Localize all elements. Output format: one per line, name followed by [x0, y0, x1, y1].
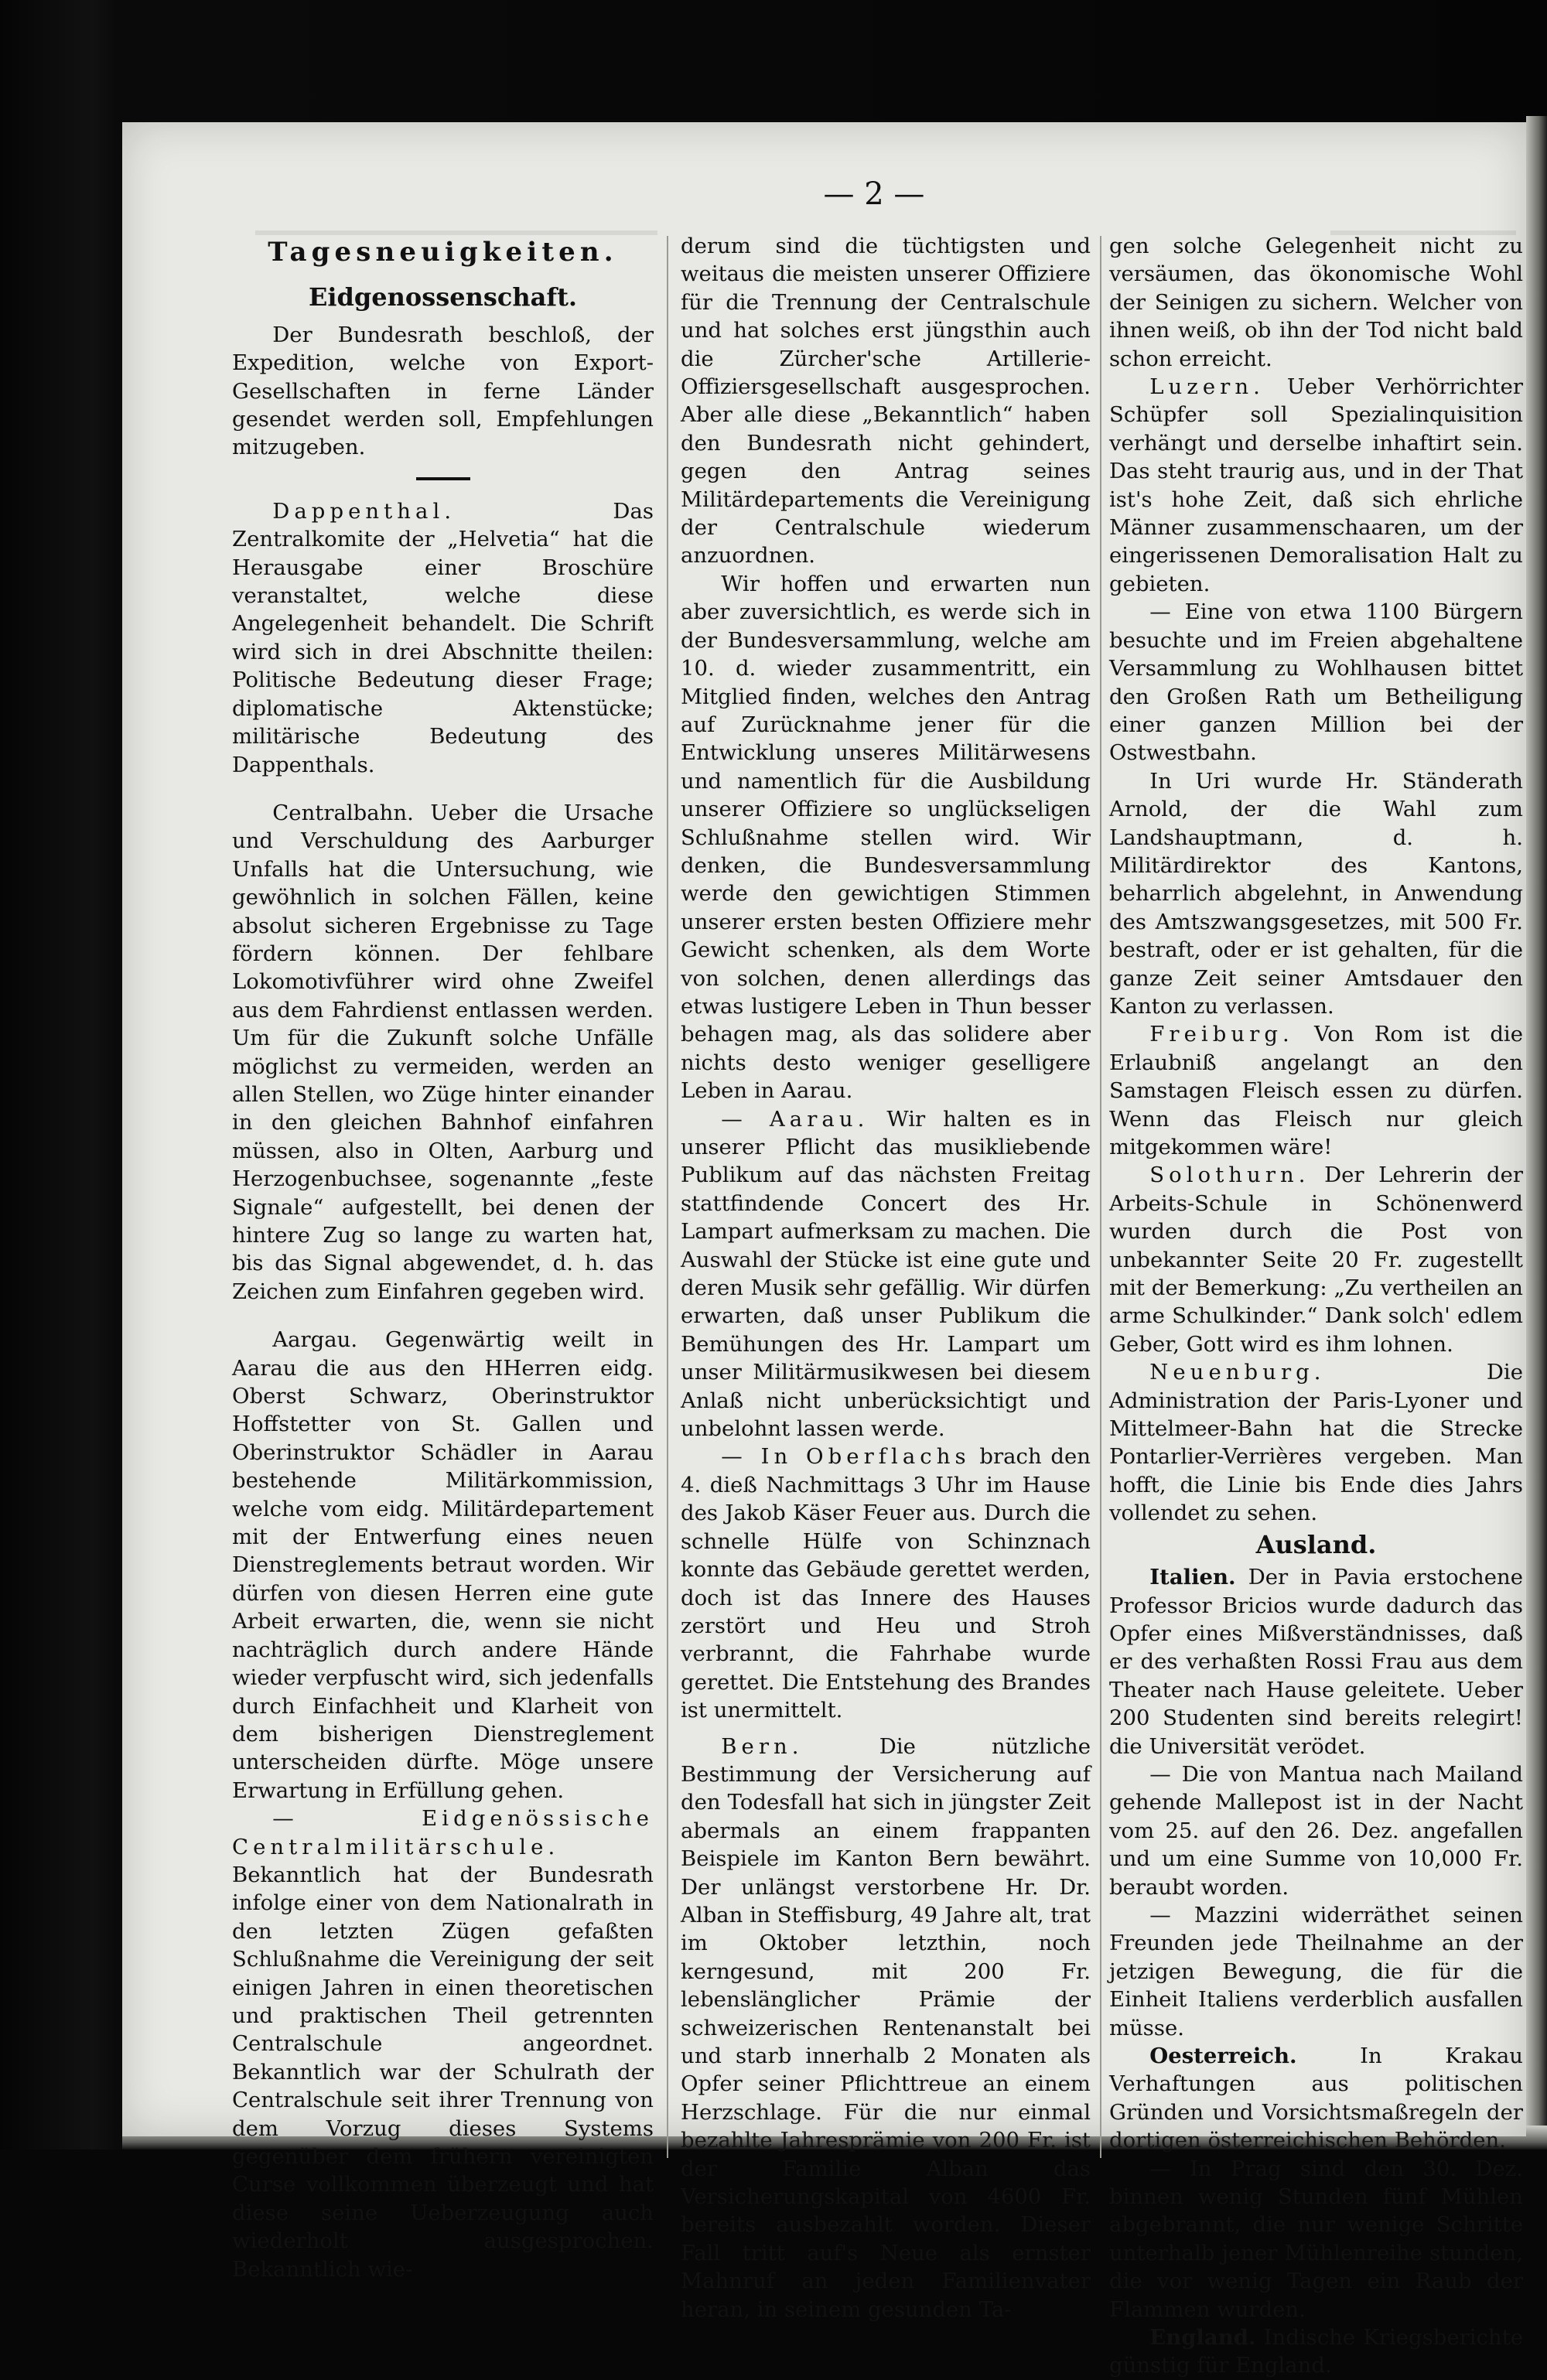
article-text: — Die von Mantua nach Mailand gehende Mallepost ist in der Nacht vom 25. auf den 26. Dez. angefallen und um eine Summe von 10,000 Fr. beraubt worden. [1109, 1761, 1523, 1900]
article-oesterreich [1109, 2042, 1523, 2155]
article-text: brach den 4. dieß Nachmittags 3 Uhr im Hause des Jakob Käser Feuer aus. Durch die schnelle Hülfe von Schinznach konnte das Gebäude gerettet werden, doch ist das Innere des Hauses zerstört und Heu und Stroh verbrannt, die Fahrhabe wurde gerettet. Die Entstehung des Brandes ist unermittelt. [681, 1444, 1091, 1723]
article-lead: Oesterreich. [1149, 2044, 1297, 2068]
article-prag [1109, 2155, 1523, 2324]
article-text: gen solche Gelegenheit nicht zu versäumen, das ökonomische Wohl der Seinigen zu sichern. Welcher von ihnen weiß, ob ihn der Tod nicht bald schon erreicht. [1109, 234, 1523, 371]
article-text: Der in Pavia erstochene Professor Bricios wurde dadurch das Opfer eines Mißverständnisses, daß er des verhaßten Rossi Frau aus dem Theater nach Hause geleitete. Ueber 200 Studenten sind bereits relegirt! die Universität verödet. [1109, 1565, 1523, 1759]
article-text: Ueber die Ursache und Verschuldung des Aarburger Unfalls hat die Untersuchung, wie gewöhnlich in solchen Fällen, keine absolut sicheren Ergebnisse zu Tage fördern können. Der fehlbare Lokomotivführer wird ohne Zweifel aus dem Fahrdienst entlassen werden. Um für die Zukunft solche Unfälle möglichst zu vermeiden, werden an allen Stellen, wo Züge hinter einander in den gleichen Bahnhof einfahren müssen, also in Olten, Aarburg und Herzogenbuchsee, sogenannte „feste Signale“ aufgestellt, bei denen der hintere Zug so lange zu warten hat, bis das Signal abgewendet, d. h. das Zeichen zum Einfahren gegeben wird. [232, 800, 654, 1304]
article-lead: Centralbahn. [272, 800, 414, 825]
article-centralmilitaerschule [232, 1805, 654, 2283]
article-lead: — In Oberflachs [721, 1444, 971, 1470]
article-freiburg [1109, 1020, 1523, 1161]
article-lead: — Eidgenössische Centralmilitärschule. [232, 1806, 654, 1859]
article-neuenburg [1109, 1358, 1523, 1527]
article-text: Von Rom ist die Erlaubniß angelangt an den Samstagen Fleisch essen zu dürfen. Wenn das Fleisch nur gleich mitgekommen wäre! [1109, 1022, 1523, 1159]
article-text: Der Bundesrath beschloß, der Expedition, welche von Export-Gesellschaften in ferne Länder gesendet werden soll, Empfehlungen mitzugeben. [232, 322, 654, 460]
article-lead: England. [1149, 2325, 1256, 2351]
article-text: Wir hoffen und erwarten nun aber zuversichtlich, es werde sich in der Bundesversammlung, welche am 10. d. wieder zusammentritt, ein Mitglied finden, welches den Antrag auf Zurücknahme jener für die Entwicklung unseres Militärwesens und namentlich für die Ausbildung unserer Offiziere so unglückseligen Schlußnahme stellen wird. Wir denken, die Bundesversammlung werde den gewichtigen Stimmen unserer ersten besten Offiziere mehr Gewicht schenken, als dem Worte von solchen, denen allerdings das etwas lustigere Leben in Thun besser behagen mag, als das solidere aber nichts desto weniger geselligere Leben in Aarau. [681, 571, 1091, 1104]
article-text: Das Zentralkomite der „Helvetia“ hat die Herausgabe einer Broschüre veranstaltet, welche diese Angelegenheit behandelt. Die Schrift wird sich in drei Abschnitte theilen: Politische Bedeutung dieser Frage; diplomatische Aktenstücke; militärische Bedeutung des Dappenthals. [232, 498, 654, 777]
article-lead: Bern. [721, 1733, 804, 1759]
article-text: Gegenwärtig weilt in Aarau die aus den HHerren eidg. Oberst Schwarz, Oberinstruktor Hoffstetter von St. Gallen und Oberinstruktor Schädler in Aarau bestehende Militärkommission, welche vom eidg. Militärdepartement mit der Entwerfung eines neuen Dienstreglements betraut worden. Wir dürfen von diesen Herren eine gute Arbeit erwarten, die, wenn sie nicht nachträglich durch andere Hände wieder verpfuscht wird, sich jedenfalls durch Einfachheit und Klarheit von dem bisherigen Dienstreglement unterscheiden dürfte. Möge unsere Erwartung in Erfüllung gehen. [232, 1327, 654, 1803]
article-mallepost [1109, 1760, 1523, 1901]
column-2 [681, 232, 1091, 2324]
article-text: Die nützliche Bestimmung der Versicherung auf den Todesfall hat sich in jüngster Zeit abermals an einem frappanten Beispiele im Kanton Bern bewährt. Der unlängst verstorbene Hr. Dr. Alban in Steffisburg, 49 Jahre alt, trat im Oktober letzthin, noch kerngesund, mit 200 Fr. lebenslänglicher Prämie der schweizerischen Rentenanstalt bei und starb innerhalb 2 Monaten als Opfer seiner Pflichttreue an einem Herzschlage. Für die nur einmal bezahlte Jahresprämie von 200 Fr. ist der Familie Alban das Versicherungskapital von 4600 Fr. bereits ausbezahlt worden. Dieser Fall tritt auf's Neue als ernster Mahnruf an jeden Familienvater heran, in seinem gesunden Ta- [681, 1733, 1091, 2322]
bleed-through-top-right [1330, 200, 1516, 235]
article-text: Ueber Verhörrichter Schüpfer soll Spezialinquisition verhängt und derselbe inhaftirt sein. Das steht traurig aus, und in der That ist's hohe Zeit, daß sich ehrliche Männer zusammenschaaren, um der eingerissenen Demoralisation Halt zu gebieten. [1109, 374, 1523, 596]
article-lead: Luzern. [1149, 374, 1265, 400]
article-text: Bekanntlich hat der Bundesrath infolge einer von dem Nationalrath in den letzten Zügen gefaßten Schlußnahme die Vereinigung der seit einigen Jahren in einen theoretischen und praktischen Theil getrennten Centralschule angeordnet. Bekanntlich war der Schulrath der Centralschule seit ihrer Trennung von dem Vorzug dieses Systems gegenüber dem frühern vereinigten Curse vollkommen überzeugt und hat diese seine Ueberzeugung auch wiederholt ausgesprochen. Bekanntlich wie- [232, 1862, 654, 2282]
article-dappenthal [232, 497, 654, 779]
article-lead: Aargau. [272, 1327, 358, 1353]
article-centralbahn [232, 799, 654, 1306]
heading-ausland: Ausland. [1255, 1529, 1377, 1559]
divider [416, 477, 470, 480]
article-expedition [232, 321, 654, 462]
article-luzern [1109, 373, 1523, 598]
column-3 [1109, 232, 1523, 2380]
column-1 [232, 232, 654, 2283]
page-number: — 2 — [823, 176, 925, 212]
article-oberflachs [681, 1443, 1091, 1724]
article-text: Der Lehrerin der Arbeits-Schule in Schönenwerd wurden durch die Post von unbekannter Seite 20 Fr. zugestellt mit der Bemerkung: „Zu vertheilen an arme Schulkinder.“ Dank solch' edlem Geber, Gott wird es ihm lohnen. [1109, 1163, 1523, 1357]
article-continuation [681, 232, 1091, 570]
article-lead: Dappenthal. [272, 498, 456, 524]
article-text: Die Administration der Paris-Lyoner und Mittelmeer-Bahn hat die Strecke Pontarlier-Verrières vergeben. Man hofft, die Linie bis Ende dies Jahrs vollendet zu sehen. [1109, 1360, 1523, 1526]
article-lead: Freiburg. [1149, 1022, 1294, 1047]
article-text: Indische Kriegsberichte günstig für England. [1109, 2325, 1523, 2378]
article-bern [681, 1733, 1091, 2324]
article-text: In Uri wurde Hr. Ständerath Arnold, der die Wahl zum Landshauptmann, d. h. Militärdirektor des Kantons, beharrlich abgelehnt, in Anwendung des Amtszwangsgesetzes, mit 500 Fr. bestraft, oder er ist gehalten, für die ganze Zeit seiner Amtsdauer den Kanton zu verlassen. [1109, 768, 1523, 1019]
article-italien [1109, 1563, 1523, 1760]
column-separator-2 [1100, 236, 1101, 2158]
article-text: — Eine von etwa 1100 Bürgern besuchte und im Freien abgehaltene Versammlung zu Wohlhausen bittet den Großen Rath um Betheiligung einer ganzen Million bei der Ostwestbahn. [1109, 599, 1523, 766]
bleed-through-top-left [255, 200, 657, 235]
article-lead: Neuenburg. [1149, 1360, 1326, 1385]
article-uri [1109, 767, 1523, 1021]
article-wohlhausen [1109, 598, 1523, 767]
article-aargau [232, 1326, 654, 1805]
article-text: derum sind die tüchtigsten und weitaus die meisten unserer Offiziere für die Trennung der Centralschule und hat solches erst jüngsthin auch die Zürcher'sche Artillerie-Offiziersgesellschaft ausgesprochen. Aber alle diese „Bekanntlich“ haben den Bundesrath nicht gehindert, gegen den Antrag seines Militärdepartements die Vereinigung der Centralschule wiederum anzuordnen. [681, 234, 1091, 569]
article-text: Wir halten es in unserer Pflicht das musikliebende Publikum auf das nächsten Freitag stattfindende Concert des Hr. Lampart aufmerksam zu machen. Die Auswahl der Stücke ist eine gute und deren Musik sehr gefällig. Wir dürfen erwarten, daß unser Publikum die Bemühungen des Hr. Lampart um unser Militärmusikwesen bei diesem Anlaß nicht unberücksichtigt und unbelohnt lassen werde. [681, 1106, 1091, 1442]
article-england [1109, 2324, 1523, 2380]
paper-edge-right [1526, 116, 1547, 2150]
article-solothurn [1109, 1161, 1523, 1358]
section-title: Tagesneuigkeiten. [268, 237, 618, 268]
article-continuation [1109, 232, 1523, 373]
article-text: In Krakau Verhaftungen aus politischen Gründen und Vorsichtsmaßregeln der dortigen österreichischen Behörden. [1109, 2044, 1523, 2153]
article-bundesversammlung [681, 570, 1091, 1105]
heading-eidgenossenschaft: Eidgenossenschaft. [308, 282, 578, 312]
article-lead: — Aarau. [721, 1106, 869, 1132]
article-lead: Solothurn. [1149, 1163, 1310, 1188]
article-text: — Mazzini widerräthet seinen Freunden jede Theilnahme an der jetzigen Bewegung, die für die Einheit Italiens verderblich ausfallen müsse. [1109, 1902, 1523, 2040]
article-lead: Italien. [1149, 1565, 1236, 1590]
article-aarau-concert [681, 1105, 1091, 1443]
article-mazzini [1109, 1901, 1523, 2042]
article-text: — In Prag sind den 30. Dez. binnen wenig Stunden fünf Mühlen abgebrannt, die nur wenige Schritte unterhalb jener Mühlenreihe stunden, die vor wenig Tagen ein Raub der Flammen wurden. [1109, 2156, 1523, 2322]
column-separator-1 [667, 236, 668, 2158]
